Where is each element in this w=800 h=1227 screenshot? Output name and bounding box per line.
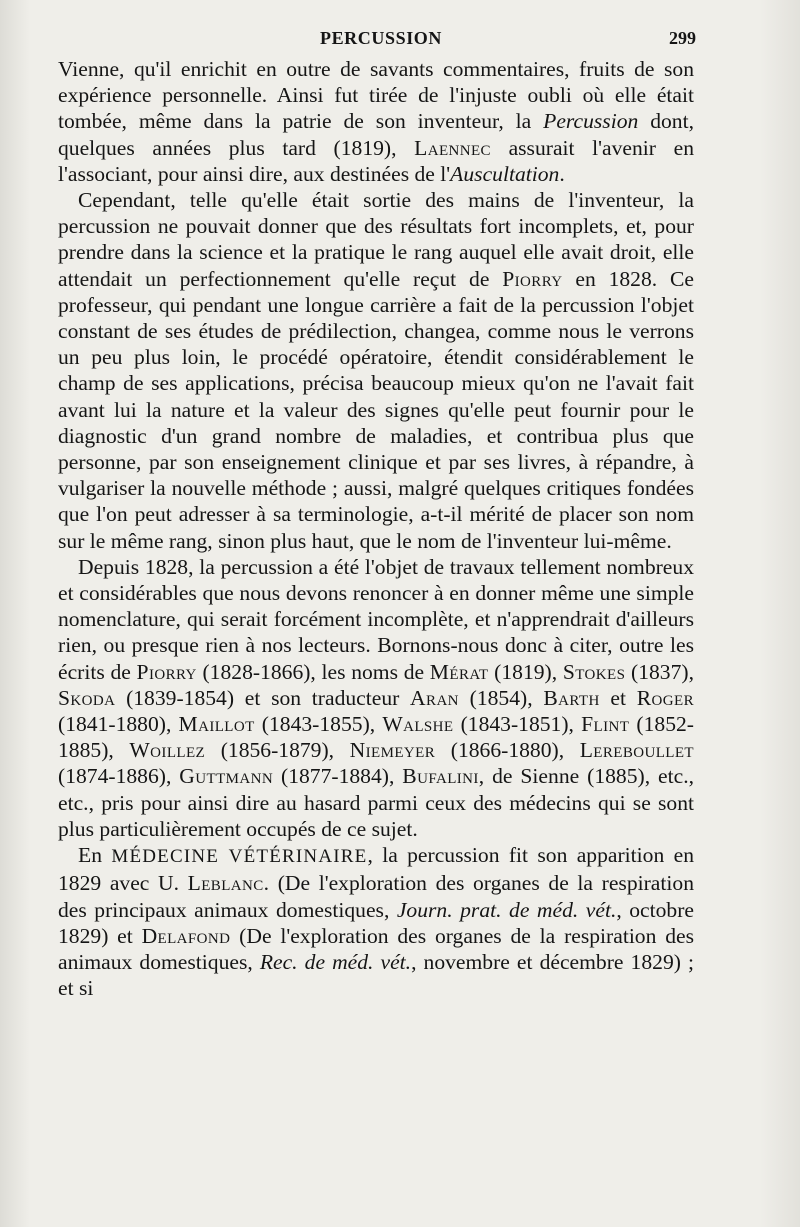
author-name: Mérat: [429, 659, 489, 684]
text-run: (De l'exploration des organes de la respiration des animaux domestiques,: [58, 923, 694, 974]
author-name: Walshe: [382, 712, 454, 737]
text-run: (1874-1886),: [58, 764, 180, 789]
paragraph-3: [58, 554, 694, 842]
text-run: (1841-1880),: [58, 712, 179, 737]
author-name: Maillot: [178, 712, 255, 737]
text-run: (1828-1866), les noms de: [196, 659, 430, 684]
journal-title: Journ. prat. de méd. vét.: [396, 897, 617, 922]
running-title: PERCUSSION: [319, 28, 443, 48]
paragraph-2: [58, 187, 694, 554]
text-run: (1837),: [625, 659, 694, 684]
text-run: (1839-1854) et son traducteur: [115, 685, 411, 710]
paragraph-4: [58, 842, 694, 1001]
page-header: [62, 28, 700, 54]
text-run: , octobre 1829) et: [58, 897, 694, 948]
text-run: , la percussion fit son apparition en 1829 avec U.: [58, 843, 694, 896]
author-name: Barth: [543, 685, 600, 710]
text-run: (1843-1855),: [254, 712, 383, 737]
paragraph-1: [58, 56, 694, 187]
text-run: . (De l'exploration des organes de la respiration des principaux animaux domestiques,: [58, 871, 694, 922]
author-name: Niemeyer: [349, 738, 436, 763]
text-run: , novembre et décembre 1829) ; et si: [58, 949, 694, 1001]
section-term: MÉDECINE VÉTÉRINAIRE: [111, 846, 368, 868]
author-name: Stokes: [562, 659, 626, 684]
author-name: Piorry: [502, 266, 563, 291]
text-run: dont, quelques années plus tard (1819),: [58, 109, 694, 160]
author-name: Aran: [410, 685, 459, 710]
author-name: Bufalini: [402, 764, 479, 789]
author-name: Lereboullet: [579, 738, 694, 763]
author-name: Laennec: [414, 135, 491, 160]
author-name: Piorry: [136, 659, 197, 684]
journal-title: Rec. de méd. vét.: [259, 949, 412, 974]
text-run: en 1828. Ce professeur, qui pendant une longue carrière a fait de la percussion l'objet constant de ses études de prédilection, changea, comme nous le verrons un peu plus loin, le procédé opératoire, étendit considérablement le champ de ses applications, précisa beaucoup mieux qu'on ne l'avait fait avant lui la nature et la valeur des signes qu'elle peut fournir pour le diagnostic d'un grand nombre de maladies, et contribua plus que personne, par son enseignement clinique et par ses livres, à répandre, à vulgariser la nouvelle méthode ; aussi, malgré quelques critiques fondées que l'on peut adresser à sa terminologie, a-t-il mérité de placer son nom sur le même rang, sinon plus haut, que le nom de l'inventeur lui-même.: [58, 266, 694, 553]
text-run: En: [78, 843, 112, 868]
text-run: (1877-1884),: [273, 764, 403, 789]
text-run: Depuis 1828, la percussion a été l'objet de travaux tellement nombreux et considérables que nous devons renoncer à en donner même une simple nomenclature, qui serait forcément incomplète, et n'apprendrait d'ailleurs rien, ou presque rien à nos lecteurs. Bornons-nous donc à citer, outre les écrits de: [58, 554, 694, 684]
author-name: Delafond: [141, 923, 231, 948]
italic-term: Auscultation: [450, 161, 560, 186]
text-run: assurait l'avenir en l'associant, pour ainsi dire, aux destinées de l': [58, 135, 694, 186]
text-run: (1866-1880),: [435, 738, 580, 763]
text-run: (1854),: [458, 685, 544, 710]
author-name: Woillez: [129, 738, 206, 763]
italic-term: Percussion: [543, 109, 639, 134]
author-name: Skoda: [58, 685, 116, 710]
text-run: Cependant, telle qu'elle était sortie des mains de l'inventeur, la percussion ne pouvait donner que des résultats fort incomplets, et, pour prendre dans la science et la pratique le rang auquel elle avait droit, elle attendait un perfectionnement qu'elle reçut de: [58, 188, 694, 291]
text-run: (1819),: [488, 659, 563, 684]
author-name: Leblanc: [187, 871, 264, 896]
text-run: (1843-1851),: [453, 712, 582, 737]
author-name: Roger: [636, 685, 694, 710]
text-run: .: [559, 161, 565, 186]
page-number: 299: [669, 28, 696, 48]
text-run: , de Sienne (1885), etc., etc., pris pour ainsi dire au hasard parmi ceux des médecins qui se sont plus particulièrement occupés de ce sujet.: [58, 764, 694, 841]
text-run: (1852-1885),: [58, 712, 694, 763]
author-name: Guttmann: [179, 764, 274, 789]
body-text: [58, 56, 694, 1001]
text-run: (1856-1879),: [205, 738, 350, 763]
text-run: Vienne, qu'il enrichit en outre de savants commentaires, fruits de son expérience personnelle. Ainsi fut tirée de l'injuste oubli où elle était tombée, même dans la patrie de son inventeur, la: [58, 57, 694, 134]
author-name: Flint: [581, 712, 630, 737]
text-run: et: [599, 685, 637, 710]
